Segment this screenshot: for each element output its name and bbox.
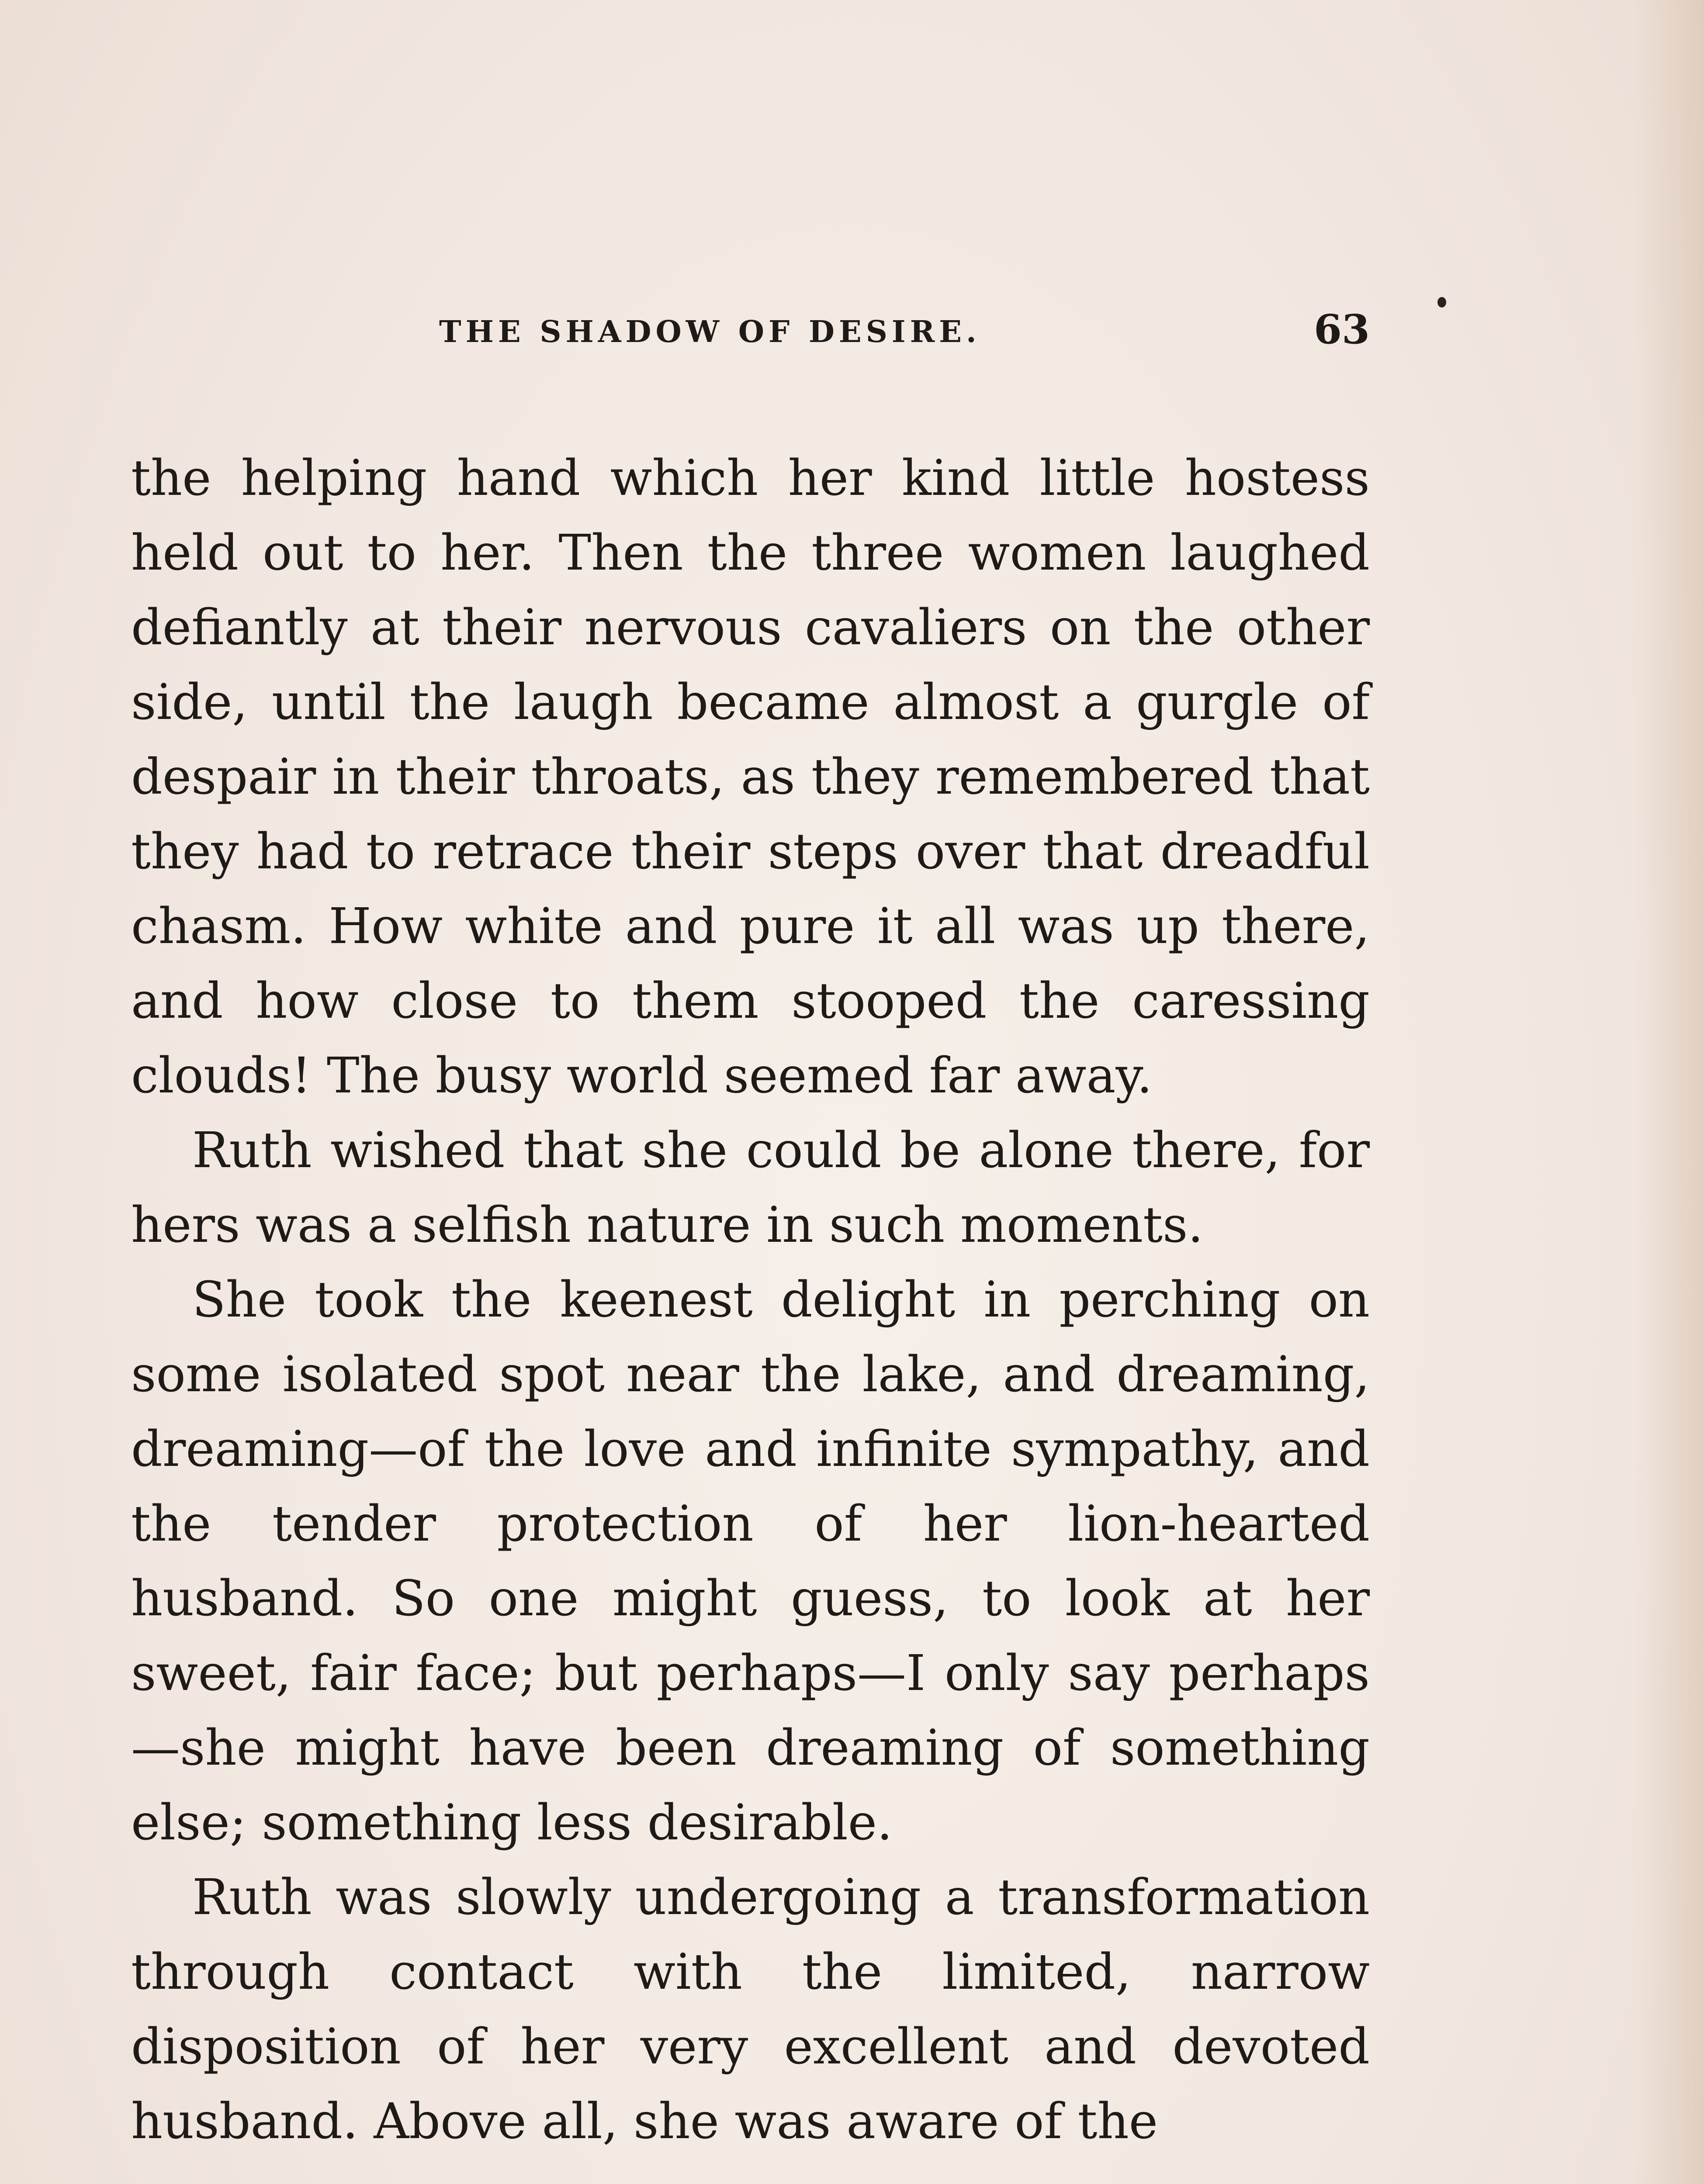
page-number: 63 bbox=[1313, 306, 1370, 353]
running-header bbox=[439, 306, 1370, 354]
running-title: THE SHADOW OF DESIRE. bbox=[439, 314, 981, 349]
paragraph-1: the helping hand which her kind little hostess held out to her. Then the three women laughed defiantly at their nervous cavaliers on the other side, until the laugh became almost a gurgle of despair in their throats, as they remembered that they had to retrace their steps over that dreadful chasm. How white and pure it all was up there, and how close to them stooped the caressing clouds! The busy world seemed far away. bbox=[131, 450, 1370, 1104]
paragraph-2: Ruth wished that she could be alone there, for hers was a selfish nature in such moments. bbox=[131, 1122, 1370, 1254]
page-edge-shadow bbox=[1634, 0, 1704, 2184]
body-text bbox=[131, 441, 1370, 2159]
paragraph-3: She took the keenest delight in perching on some isolated spot near the lake, and dreaming, dreaming—of the love and infinite sympathy, and the tender protection of her lion-hearted husband. So one might guess, to look at her sweet, fair face; but perhaps—I only say perhaps—she might have been dreaming of something else; something less desirable. bbox=[131, 1272, 1370, 1851]
paragraph-4: Ruth was slowly undergoing a transformation through contact with the limited, narrow disposition of her very excellent and devoted husband. Above all, she was aware of the bbox=[131, 1869, 1370, 2150]
ink-speck bbox=[1437, 297, 1446, 308]
